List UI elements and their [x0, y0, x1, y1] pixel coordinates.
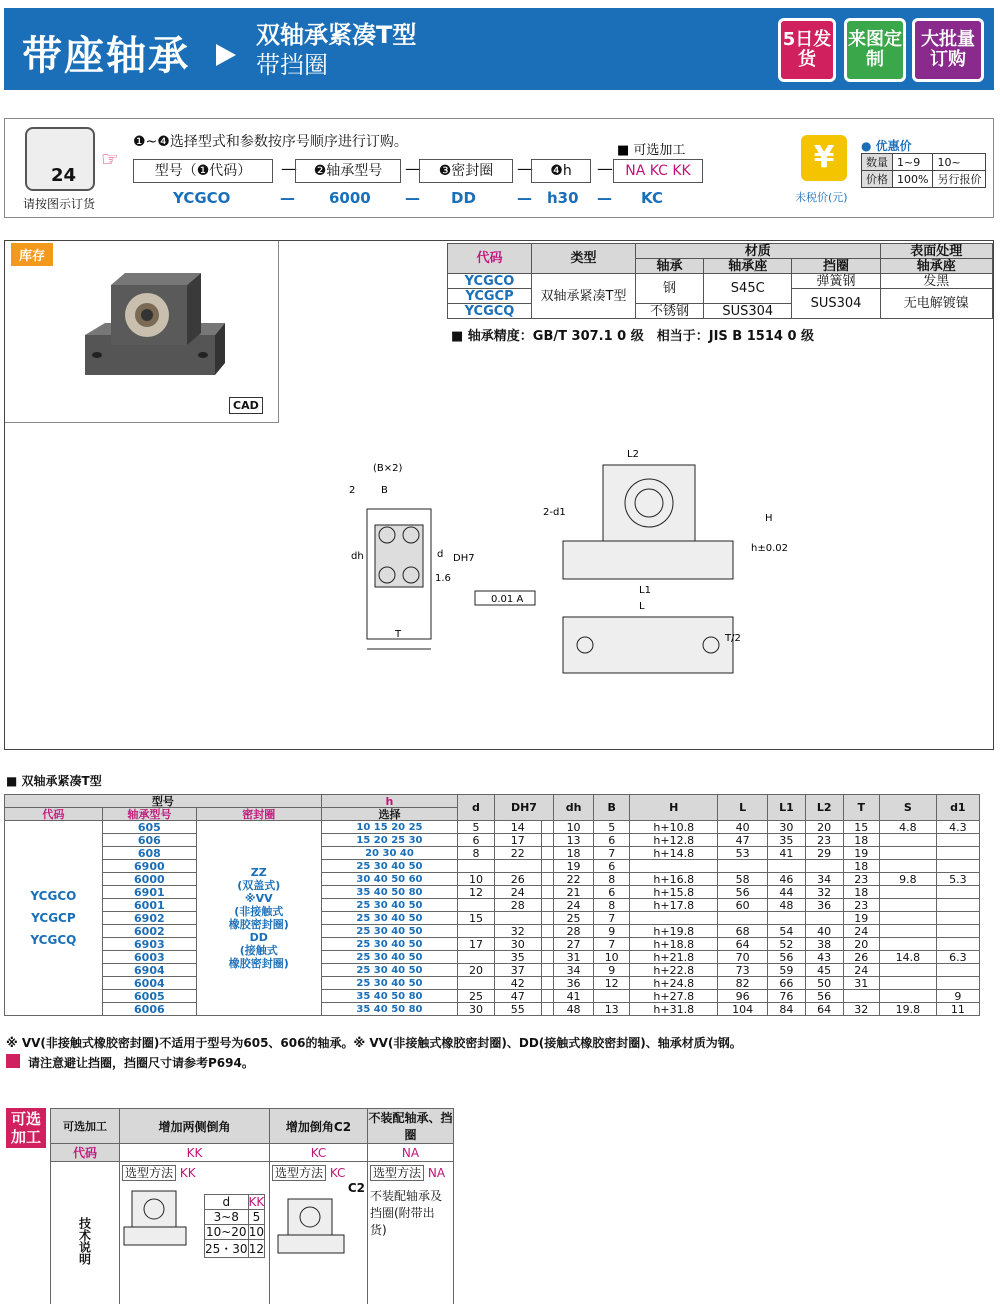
table-row: 6904 25 30 40 50 20 37 34 9 h+22.8 73 59 45 24: [5, 964, 980, 977]
kk-drawing: [122, 1181, 192, 1251]
svg-text:B: B: [381, 485, 388, 496]
page-title: 带座轴承: [22, 33, 190, 79]
svg-text:T: T: [395, 629, 402, 640]
table-row: 6000 30 40 50 60 10 26 22 8 h+16.8 58 46 34 23 9.8 5.3: [5, 873, 980, 886]
table-row: 6002 25 30 40 50 32 28 9 h+19.8 68 54 40 24: [5, 925, 980, 938]
code-h: h30: [547, 189, 579, 207]
badge-custom: 来图定制: [844, 18, 906, 82]
svg-text:H: H: [765, 513, 773, 524]
svg-text:DH7: DH7: [453, 553, 475, 564]
svg-text:d: d: [437, 549, 444, 560]
code-model: YCGCO: [173, 189, 231, 207]
page-header: [4, 8, 994, 90]
badge-bulk: 大批量订购: [912, 18, 984, 82]
price-note: 未税价(元): [795, 191, 848, 204]
field-option: NA KC KK: [613, 159, 703, 183]
svg-text:L2: L2: [627, 449, 639, 460]
note-1: ※ VV(非接触式橡胶密封圈)不适用于型号为605、606的轴承。※ VV(非接触式橡胶密封圈)、DD(接触式橡胶密封圈)、轴承材质为钢。: [6, 1036, 742, 1050]
table-row: 6901 35 40 50 80 12 24 21 6 h+15.8 56 44 32 18: [5, 886, 980, 899]
technical-drawing: [335, 441, 805, 681]
table-row: 6004 25 30 40 50 42 36 12 h+24.8 82 66 50 31: [5, 977, 980, 990]
option-label: 可选加工: [6, 1108, 46, 1148]
material-table: 代码 类型 材质 表面处理 轴承 轴承座 挡圈 轴承座 YCGCO 双轴承紧凑T型 钢 S45C 弹簧钢 发黑 YCGCP SUS304 无电解镀镍 YCGCQ 不锈钢 SUS304: [447, 243, 993, 319]
svg-text:dh: dh: [351, 551, 364, 562]
svg-text:L: L: [639, 601, 645, 612]
cad-badge[interactable]: CAD: [229, 397, 263, 414]
table-row: 6003 25 30 40 50 35 31 10 h+21.8 70 56 43 26 14.8 6.3: [5, 951, 980, 964]
subtitle-2: 带挡圈: [256, 51, 328, 79]
table-row: 608 20 30 40 8 22 18 7 h+14.8 53 41 29 19: [5, 847, 980, 860]
field-model: 型号（❶代码）: [133, 159, 273, 183]
code-option: KC: [641, 189, 663, 207]
table-row: 606 15 20 25 30 6 17 13 6 h+12.8 47 35 23 18: [5, 834, 980, 847]
table-row: 6903 25 30 40 50 17 30 27 7 h+18.8 64 52 38 20: [5, 938, 980, 951]
order-instruction: ❶~❹选择型式和参数按序号顺序进行订购。: [133, 134, 408, 150]
svg-text:1.6: 1.6: [435, 573, 451, 584]
kk-table: d KK 3~8 5 10~20 10 25・30 12: [205, 1195, 265, 1256]
accuracy-note: ■ 轴承精度：GB/T 307.1 0 级 相当于：JIS B 1514 0 级: [451, 329, 815, 344]
table-row: 6006 35 40 50 80 30 55 48 13 h+31.8 104 84 64 32 19.8 11: [5, 1003, 980, 1016]
hand-icon: ☞: [101, 147, 119, 171]
phone-label: 请按图示订货: [23, 197, 96, 211]
field-h: ❹h: [531, 159, 591, 183]
svg-text:0.01 A: 0.01 A: [491, 594, 524, 605]
svg-text:L1: L1: [639, 585, 651, 596]
svg-text:2-d1: 2-d1: [543, 507, 566, 518]
discount-table: 数量 1~9 10~ 价格 100% 另行报价: [861, 153, 986, 188]
yen-icon: ¥: [801, 135, 847, 181]
field-seal: ❸密封圈: [419, 159, 513, 183]
arrow-icon: [216, 44, 236, 66]
table-row: 6005 35 40 50 80 25 47 41 h+27.8 96 76 56 9: [5, 990, 980, 1003]
order-section: 24 请按图示订货 ☞ ❶~❹选择型式和参数按序号顺序进行订购。 ■ 可选加工 型号（❶代码） — ❷轴承型号 — ❸密封圈 — ❹h — NA KC KK YCGCO — 6000 — DD — h30 — KC ¥ 未税价(元) ● 优惠价 数量 1~9 10~ 价格 100% 另行报价: [4, 118, 994, 218]
table-row: 6902 25 30 40 50 15 25 7 19: [5, 912, 980, 925]
table-row: 6900 25 30 40 50 19 6 18: [5, 860, 980, 873]
table-row: YCGCO YCGCP YCGCQ 605 ZZ (双盖式) ※VV (非接触式 橡胶密封圈) DD (接触式 橡胶密封圈) 10 15 20 25 5 14 10 5 h+10.8 40 30 20 15 4.8 4.3: [5, 821, 980, 834]
svg-text:2: 2: [349, 485, 356, 496]
code-bearing: 6000: [329, 189, 371, 207]
badge-5day: 5日发货: [778, 18, 836, 82]
table-row: 6001 25 30 40 50 28 24 8 h+17.8 60 48 36 23: [5, 899, 980, 912]
note-icon: [6, 1054, 20, 1068]
svg-text:h±0.02: h±0.02: [751, 543, 788, 554]
product-image: [75, 265, 225, 395]
kc-drawing: [272, 1195, 352, 1265]
stock-label: 库存: [11, 243, 53, 266]
product-section: [4, 240, 994, 750]
field-bearing: ❷轴承型号: [295, 159, 401, 183]
spec-title: ■ 双轴承紧凑T型: [6, 774, 102, 788]
svg-text:T/2: T/2: [725, 633, 741, 644]
optional-label: ■ 可选加工: [617, 143, 686, 158]
subtitle-1: 双轴承紧凑T型: [256, 21, 417, 49]
note-2: 请注意避让挡圈，挡圈尺寸请参考P694。: [28, 1056, 254, 1070]
option-table: 可选加工 增加两侧倒角 增加倒角C2 不装配轴承、挡圈 代码 KK KC NA 技术说明 选型方法 KK d KK 3~8 5 10~20 10 25・30 12 选型方法 KC C2 选型方法 NA 不装配轴承及挡圈(附带出货): [50, 1108, 454, 1304]
spec-table: 型号 h d DH7 dh B H L L1 L2 T S d1 代码 轴承型号 密封圈 选择 YCGCO YCGCP YCGCQ 605 ZZ (双盖式) ※VV (非接触式 橡胶密封圈) DD (接触式 橡胶密封圈) 10 15 20 25 5 14 10 5 h+10.8 40 30 20 15 4.8 4.3 606 15 20 25 30 6 17 13 6 h+12.8 47 35 23 18 608 20 30 40 8 22 18 7 h+14.8 53 41 29 19 6900 25 30 40 50 19 6 18 6000 30 40 50 60 10 26 22 8 h+16.8 58 46 34 23 9.8 5.3 6901 35 40 50 80 12 24 21 6 h+15.8 56 44 32 18 6001 25 30 40 50 28 24 8 h+17.8 60 48 36 23 6902 25 30 40 50 15 25 7 19 6002 25 30 40 50 32 28 9 h+19.8 68 54 40 24 6903 25 30 40 50 17 30 27 7 h+18.8 64 52 38 20 6003 25 30 40 50 35 31 10 h+21.8 70 56 43 26 14.8 6.3 6904 25 30 40 50 20 37 34 9 h+22.8 73 59 45 24 6004 25 30 40 50 42 36 12 h+24.8 82 66 50 31 6005 35 40 50 80 25 47 41 h+27.8 96 76 56 9 6006 35 40 50 80 30 55 48 13 h+31.8 104 84 64 32 19.8 11: [4, 794, 980, 1016]
phone-icon: 24: [25, 127, 95, 191]
code-seal: DD: [451, 189, 476, 207]
svg-text:(B×2): (B×2): [373, 463, 403, 474]
discount-title: ● 优惠价: [861, 139, 912, 153]
